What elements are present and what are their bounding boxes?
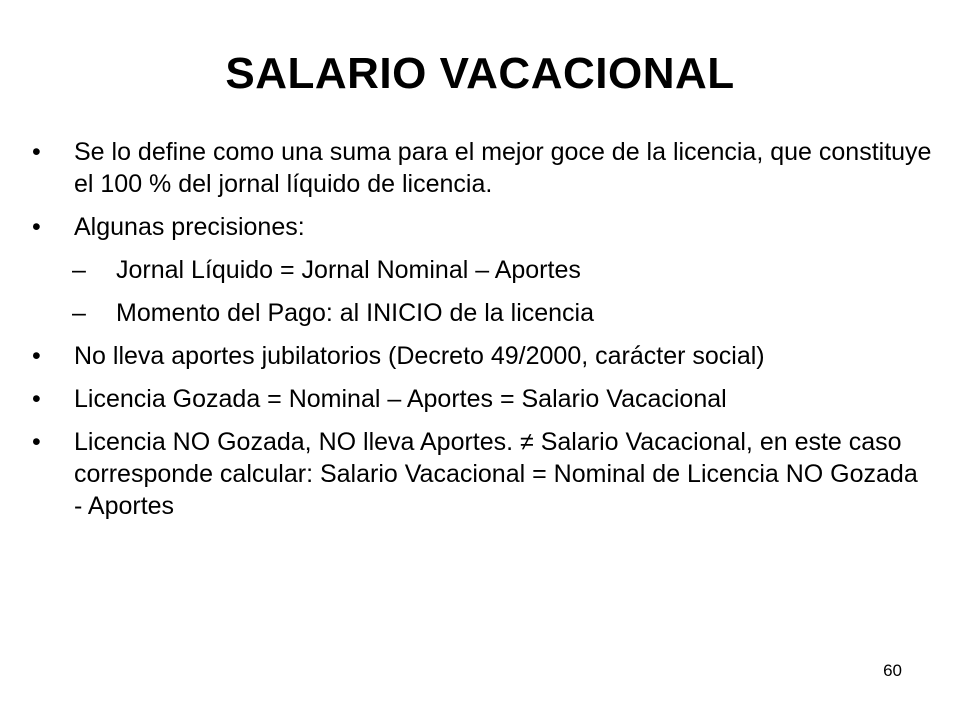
sub-item-momento-pago bbox=[32, 297, 932, 329]
sub-item-jornal-liquido bbox=[32, 254, 932, 286]
slide-title: SALARIO VACACIONAL bbox=[225, 49, 735, 98]
bullet-item-precisiones bbox=[32, 211, 932, 243]
dash-marker: – bbox=[72, 256, 86, 284]
bullet-text: Se lo define como una suma para el mejor goce de la licencia, que constituye el 100 % del jornal líquido de licencia. bbox=[74, 138, 932, 198]
bullet-item-definition bbox=[32, 136, 932, 200]
bullet-item-licencia-no-gozada bbox=[32, 426, 932, 522]
bullet-marker: • bbox=[32, 385, 41, 413]
bullet-text: No lleva aportes jubilatorios (Decreto 49/2000, carácter social) bbox=[74, 342, 765, 370]
bullet-item-aportes-jubilatorios bbox=[32, 340, 932, 372]
bullet-item-licencia-gozada bbox=[32, 383, 932, 415]
page-number: 60 bbox=[883, 661, 902, 680]
dash-marker: – bbox=[72, 299, 86, 327]
bullet-text: Licencia NO Gozada, NO lleva Aportes. ≠ Salario Vacacional, en este caso corresponde calcular: Salario Vacacional = Nominal de Licencia NO Gozada - Aportes bbox=[74, 428, 918, 520]
bullet-list bbox=[32, 136, 932, 533]
bullet-text: Algunas precisiones: bbox=[74, 213, 305, 241]
bullet-marker: • bbox=[32, 428, 41, 456]
bullet-marker: • bbox=[32, 138, 41, 166]
bullet-marker: • bbox=[32, 342, 41, 370]
sub-item-text: Momento del Pago: al INICIO de la licencia bbox=[116, 299, 595, 327]
sub-item-text: Jornal Líquido = Jornal Nominal – Aportes bbox=[116, 256, 581, 284]
bullet-marker: • bbox=[32, 213, 41, 241]
bullet-text: Licencia Gozada = Nominal – Aportes = Salario Vacacional bbox=[74, 385, 727, 413]
